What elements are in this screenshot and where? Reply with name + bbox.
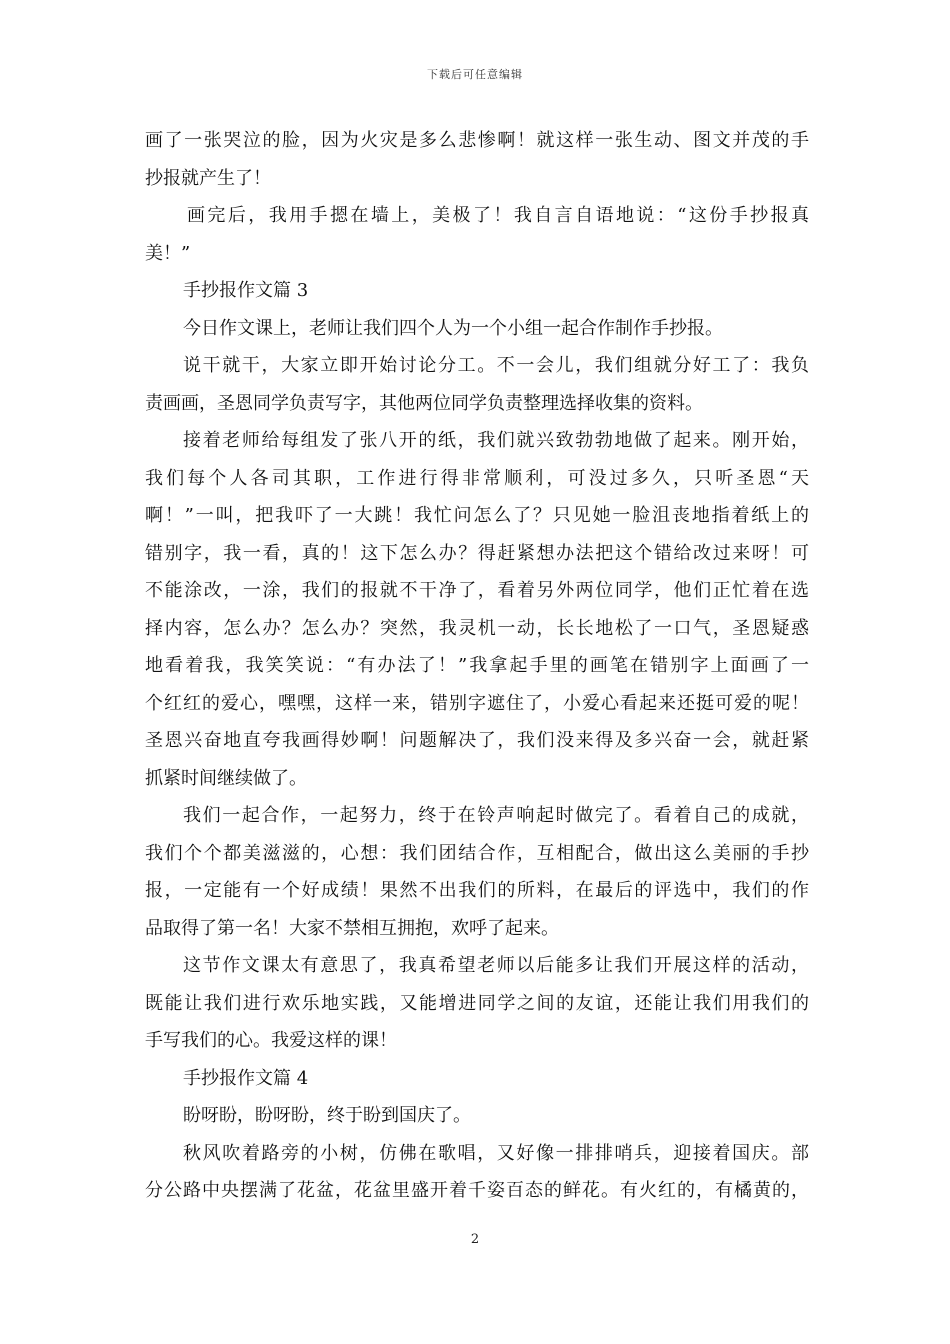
page-number: 2 xyxy=(470,1232,480,1247)
text-line: 这节作文课太有意思了，我真希望老师以后能多让我们开展这样的活动， xyxy=(183,955,809,976)
text-line: 抓紧时间继续做了。 xyxy=(145,767,307,789)
section-heading: 手抄报作文篇 3 xyxy=(183,280,309,301)
text-line: 既能让我们进行欢乐地实践，又能增进同学之间的友谊，还能让我们用我们的 xyxy=(145,992,809,1014)
text-line: 画了一张哭泣的脸，因为火灾是多么悲惨啊！就这样一张生动、图文并茂的手 xyxy=(145,130,809,151)
text-line: 今日作文课上，老师让我们四个人为一个小组一起合作制作手抄报。 xyxy=(183,317,723,339)
page-header-note: 下载后可任意编辑 xyxy=(427,68,523,81)
section-heading: 手抄报作文篇 4 xyxy=(183,1067,309,1089)
text-line: 画完后，我用手摁在墙上，美极了！我自言自语地说：“这份手抄报真 xyxy=(187,205,809,226)
text-line: 手写我们的心。我爱这样的课！ xyxy=(145,1030,397,1051)
text-line: 分公路中央摆满了花盆，花盆里盛开着千姿百态的鲜花。有火红的，有橘黄的， xyxy=(145,1180,809,1201)
text-line: 错别字，我一看，真的！这下怎么办？得赶紧想办法把这个错给改过来呀！可 xyxy=(145,542,809,564)
text-line: 我们一起合作，一起努力，终于在铃声响起时做完了。看着自己的成就， xyxy=(183,805,809,826)
text-line: 品取得了第一名！大家不禁相互拥抱，欢呼了起来。 xyxy=(145,917,559,939)
text-line: 责画画，圣恩同学负责写字，其他两位同学负责整理选择收集的资料。 xyxy=(145,392,703,414)
text-line: 啊！”一叫，把我吓了一大跳！我忙问怎么了？只见她一脸沮丧地指着纸上的 xyxy=(145,505,809,526)
text-line: 我们个个都美滋滋的，心想：我们团结合作，互相配合，做出这么美丽的手抄 xyxy=(145,842,809,864)
text-line: 接着老师给每组发了张八开的纸，我们就兴致勃勃地做了起来。刚开始， xyxy=(183,430,809,451)
text-line: 盼呀盼，盼呀盼，终于盼到国庆了。 xyxy=(183,1105,471,1126)
text-line: 地看着我，我笑笑说：“有办法了！”我拿起手里的画笔在错别字上面画了一 xyxy=(145,655,809,676)
text-line: 不能涂改，一涂，我们的报就不干净了，看着另外两位同学，他们正忙着在选 xyxy=(145,580,809,601)
text-line: 说干就干，大家立即开始讨论分工。不一会儿，我们组就分好工了：我负 xyxy=(183,355,809,376)
text-line: 美！” xyxy=(145,242,191,264)
text-line: 报，一定能有一个好成绩！果然不出我们的所料，在最后的评选中，我们的作 xyxy=(145,880,809,901)
text-line: 个红红的爱心，嘿嘿，这样一来，错别字遮住了，小爱心看起来还挺可爱的呢！ xyxy=(145,692,809,714)
text-line: 我们每个人各司其职，工作进行得非常顺利，可没过多久，只听圣恩“天 xyxy=(145,467,809,489)
document-body xyxy=(145,122,809,1210)
text-line: 秋风吹着路旁的小树，仿佛在歌唱，又好像一排排哨兵，迎接着国庆。部 xyxy=(183,1142,809,1164)
text-line: 择内容，怎么办？怎么办？突然，我灵机一动，长长地松了一口气，圣恩疑惑 xyxy=(145,617,809,639)
text-line: 圣恩兴奋地直夸我画得妙啊！问题解决了，我们没来得及多兴奋一会，就赶紧 xyxy=(145,730,809,751)
text-line: 抄报就产生了！ xyxy=(145,167,271,189)
